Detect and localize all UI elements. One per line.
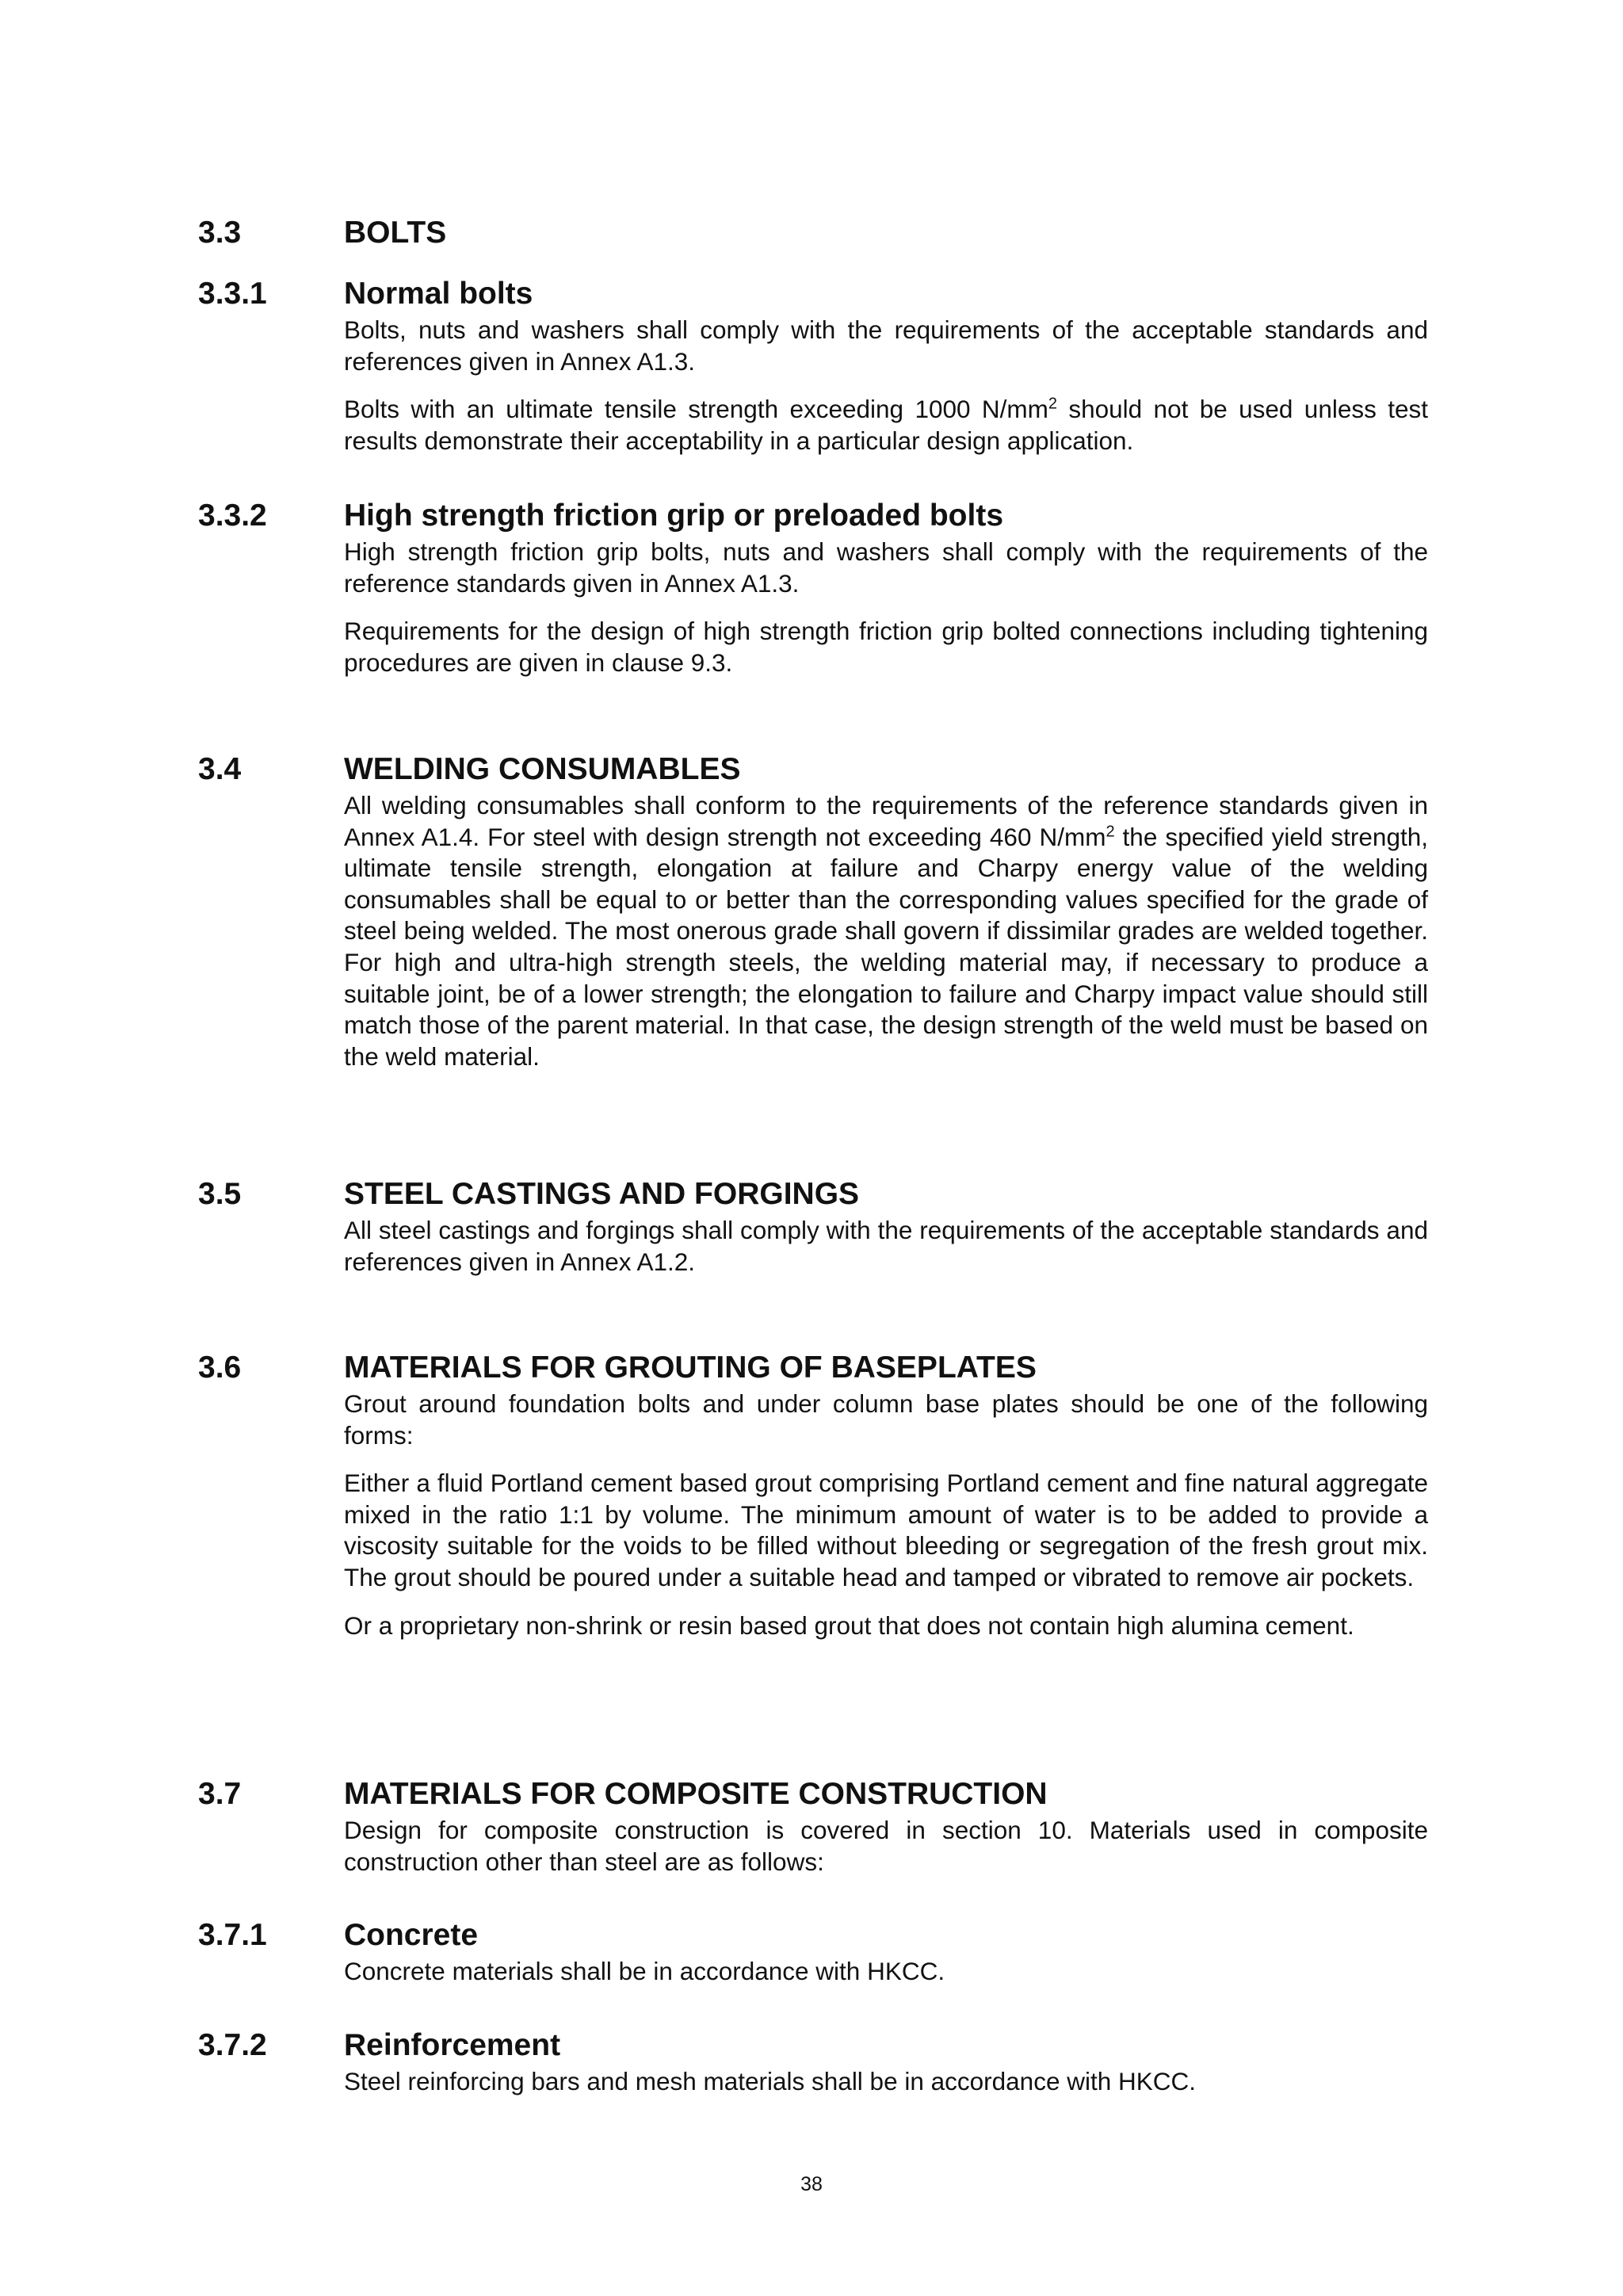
section-number: 3.3.2 — [198, 499, 267, 533]
section-title: High strength friction grip or preloaded bolts — [344, 499, 1004, 533]
section-number: 3.7.1 — [198, 1918, 267, 1952]
paragraph: All steel castings and forgings shall comply with the requirements of the acceptable standards and references given in Annex A1.2. — [344, 1216, 1428, 1276]
section-number: 3.6 — [198, 1350, 242, 1385]
section-3-5 — [0, 1175, 1623, 1278]
section-3-7-1 — [0, 1916, 1623, 1988]
paragraph: Steel reinforcing bars and mesh materials shall be in accordance with HKCC. — [344, 2067, 1196, 2095]
section-title: STEEL CASTINGS AND FORGINGS — [344, 1177, 860, 1211]
section-title: MATERIALS FOR COMPOSITE CONSTRUCTION — [344, 1777, 1048, 1811]
paragraph-text: should not be used unless test results demonstrate their acceptability in a particular design application. — [344, 395, 1428, 455]
paragraph — [344, 394, 1428, 457]
section-title: Reinforcement — [344, 2028, 561, 2062]
paragraph: Requirements for the design of high strength friction grip bolted connections including tightening procedures are given in clause 9.3. — [344, 617, 1428, 677]
section-title: BOLTS — [344, 216, 447, 250]
paragraph: Design for composite construction is covered in section 10. Materials used in composite construction other than steel are as follows: — [344, 1816, 1428, 1876]
section-number: 3.3 — [198, 216, 242, 250]
paragraph-text: Bolts with an ultimate tensile strength exceeding 1000 N/mm — [344, 395, 1048, 424]
section-title: Concrete — [344, 1918, 479, 1952]
paragraph — [344, 790, 1428, 1072]
section-number: 3.7 — [198, 1777, 242, 1811]
section-number: 3.3.1 — [198, 277, 267, 311]
paragraph: Bolts, nuts and washers shall comply with the requirements of the acceptable standards and references given in Annex A1.3. — [344, 315, 1428, 376]
section-number: 3.4 — [198, 752, 242, 786]
section-3-3-1 — [0, 275, 1623, 457]
section-title: WELDING CONSUMABLES — [344, 752, 741, 786]
section-3-3-2 — [0, 497, 1623, 678]
section-title: MATERIALS FOR GROUTING OF BASEPLATES — [344, 1350, 1037, 1385]
paragraph: Or a proprietary non-shrink or resin based grout that does not contain high alumina cement. — [344, 1610, 1354, 1640]
section-3-4 — [0, 751, 1623, 1072]
section-3-7-2 — [0, 2027, 1623, 2098]
paragraph: Grout around foundation bolts and under column base plates should be one of the following forms: — [344, 1389, 1428, 1450]
section-3-6 — [0, 1349, 1623, 1641]
section-title: Normal bolts — [344, 277, 533, 311]
section-3-7 — [0, 1775, 1623, 1878]
paragraph: Either a fluid Portland cement based grout comprising Portland cement and fine natural aggregate mixed in the ratio 1:1 by volume. The minimum amount of water is to be added to provide a viscosity suitable for the voids to be filled without bleeding or segregation of the fresh grout mix. The grout should be poured under a suitable head and tamped or vibrated to remove air pockets. — [344, 1469, 1428, 1591]
paragraph-text: All welding consumables shall conform to the requirements of the reference standards given in Annex A1.4. For steel with design strength not exceeding 460 N/mm — [344, 791, 1428, 851]
page-number: 38 — [800, 2173, 823, 2195]
paragraph: Concrete materials shall be in accordance with HKCC. — [344, 1957, 945, 1985]
section-3-3 — [0, 214, 1623, 252]
paragraph-text: the specified yield strength, ultimate tensile strength, elongation at failure and Charpy energy value of the welding consumables shall be equal to or better than the corresponding values specified for the grade of steel being welded. The most onerous grade shall govern if dissimilar grades are welded together. For high and ultra-high strength steels, the welding material may, if necessary to produce a suitable joint, be of a lower strength; the elongation to failure and Charpy impact value should still match those of the parent material. In that case, the design strength of the weld must be based on the weld material. — [344, 822, 1428, 1071]
paragraph: High strength friction grip bolts, nuts and washers shall comply with the requirements of the reference standards given in Annex A1.3. — [344, 537, 1428, 598]
superscript: 2 — [1048, 395, 1057, 413]
section-number: 3.7.2 — [198, 2028, 267, 2062]
section-number: 3.5 — [198, 1177, 242, 1211]
superscript: 2 — [1106, 823, 1115, 841]
